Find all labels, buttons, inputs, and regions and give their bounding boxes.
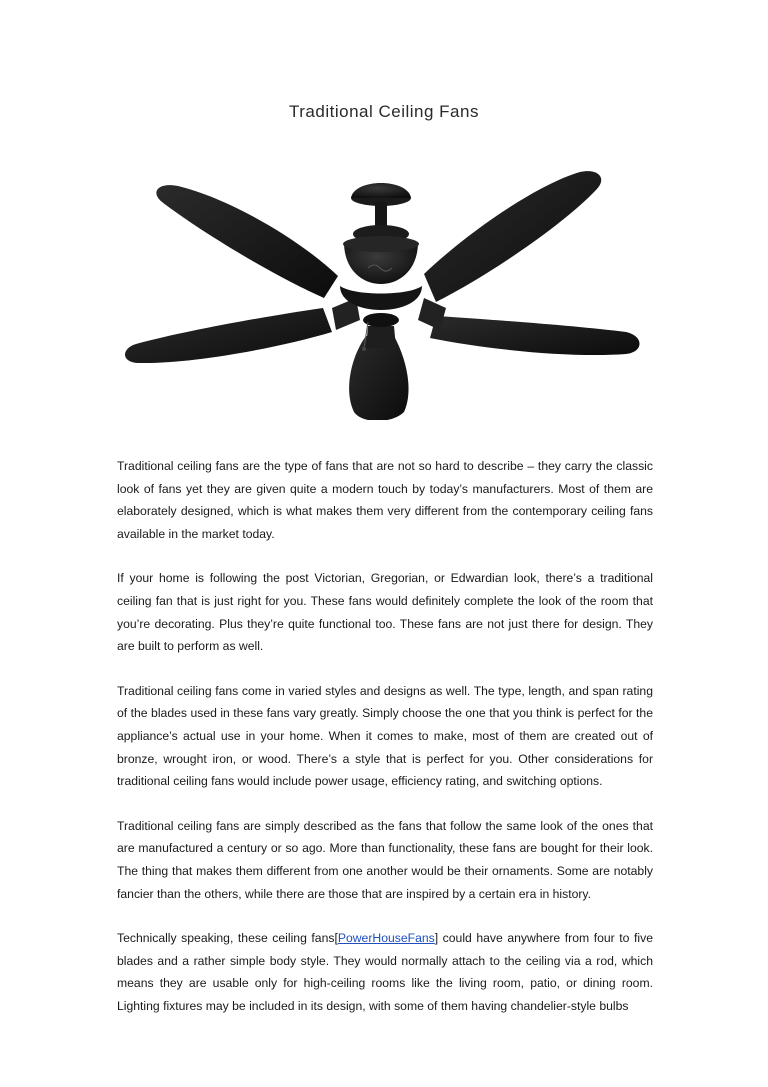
fan-switch-housing [363, 313, 399, 327]
paragraph: Traditional ceiling fans come in varied styles and designs as well. The type, length, and span rating of the blades used in these fans vary greatly. Simply choose the one that you think is perfect for the appliance’s actual use in your home. When it comes to make, most of them are created out of bronze, wrought iron, or wood. There’s a style that is perfect for you. Other considerations for traditional ceiling fans would include power usage, efficiency rating, and switching options. [117, 683, 653, 789]
fan-blade-upper-left [156, 185, 338, 298]
article-body [117, 455, 653, 1039]
paragraph-with-link [117, 927, 653, 1017]
paragraph: Traditional ceiling fans are simply described as the fans that follow the same look of the ones that are manufactured a century or so ago. More than functionality, these fans are bought for their look. The thing that makes them different from one another would be their ornaments. Some are notably fancier than the others, while there are those that are inspired by a certain era in history. [117, 818, 653, 901]
paragraph: Traditional ceiling fans are the type of fans that are not so hard to describe – they carry the classic look of fans yet they are given quite a modern touch by today’s manufacturers. Most of them are elaborately designed, which is what makes them very different from the contemporary ceiling fans available in the market today. [117, 459, 653, 541]
paragraph: If your home is following the post Victorian, Gregorian, or Edwardian look, there’s a traditional ceiling fan that is just right for you. These fans would definitely complete the look of the room that you’re decorating. Plus they’re quite functional too. These fans are not just there for design. They are built to perform as well. [117, 571, 653, 654]
paragraph-text-before-link: Technically speaking, these ceiling fans[ [117, 931, 338, 946]
page-title: Traditional Ceiling Fans [289, 102, 479, 121]
fan-canopy-dome [351, 183, 411, 198]
fan-pull-chain-end [362, 347, 366, 351]
fan-blade-arm [366, 326, 396, 348]
fan-housing-ring [343, 236, 419, 252]
ceiling-fan-image [118, 158, 648, 420]
fan-blade-left [125, 308, 332, 363]
fan-blade-right [430, 316, 640, 355]
fan-blade-upper-right [424, 171, 601, 302]
fan-blade-bottom [349, 336, 408, 420]
paragraph-text-after-link: ] could have anywhere from four to five blades and a rather simple body style. They would normally attach to the ceiling via a rod, which means they are usable only for high-ceiling rooms like the living room, patio, or dining room. Lighting fixtures may be included in its design, with some of them having chandelier-style bulbs [117, 931, 653, 1013]
powerhousefans-link[interactable]: PowerHouseFans [337, 931, 435, 946]
